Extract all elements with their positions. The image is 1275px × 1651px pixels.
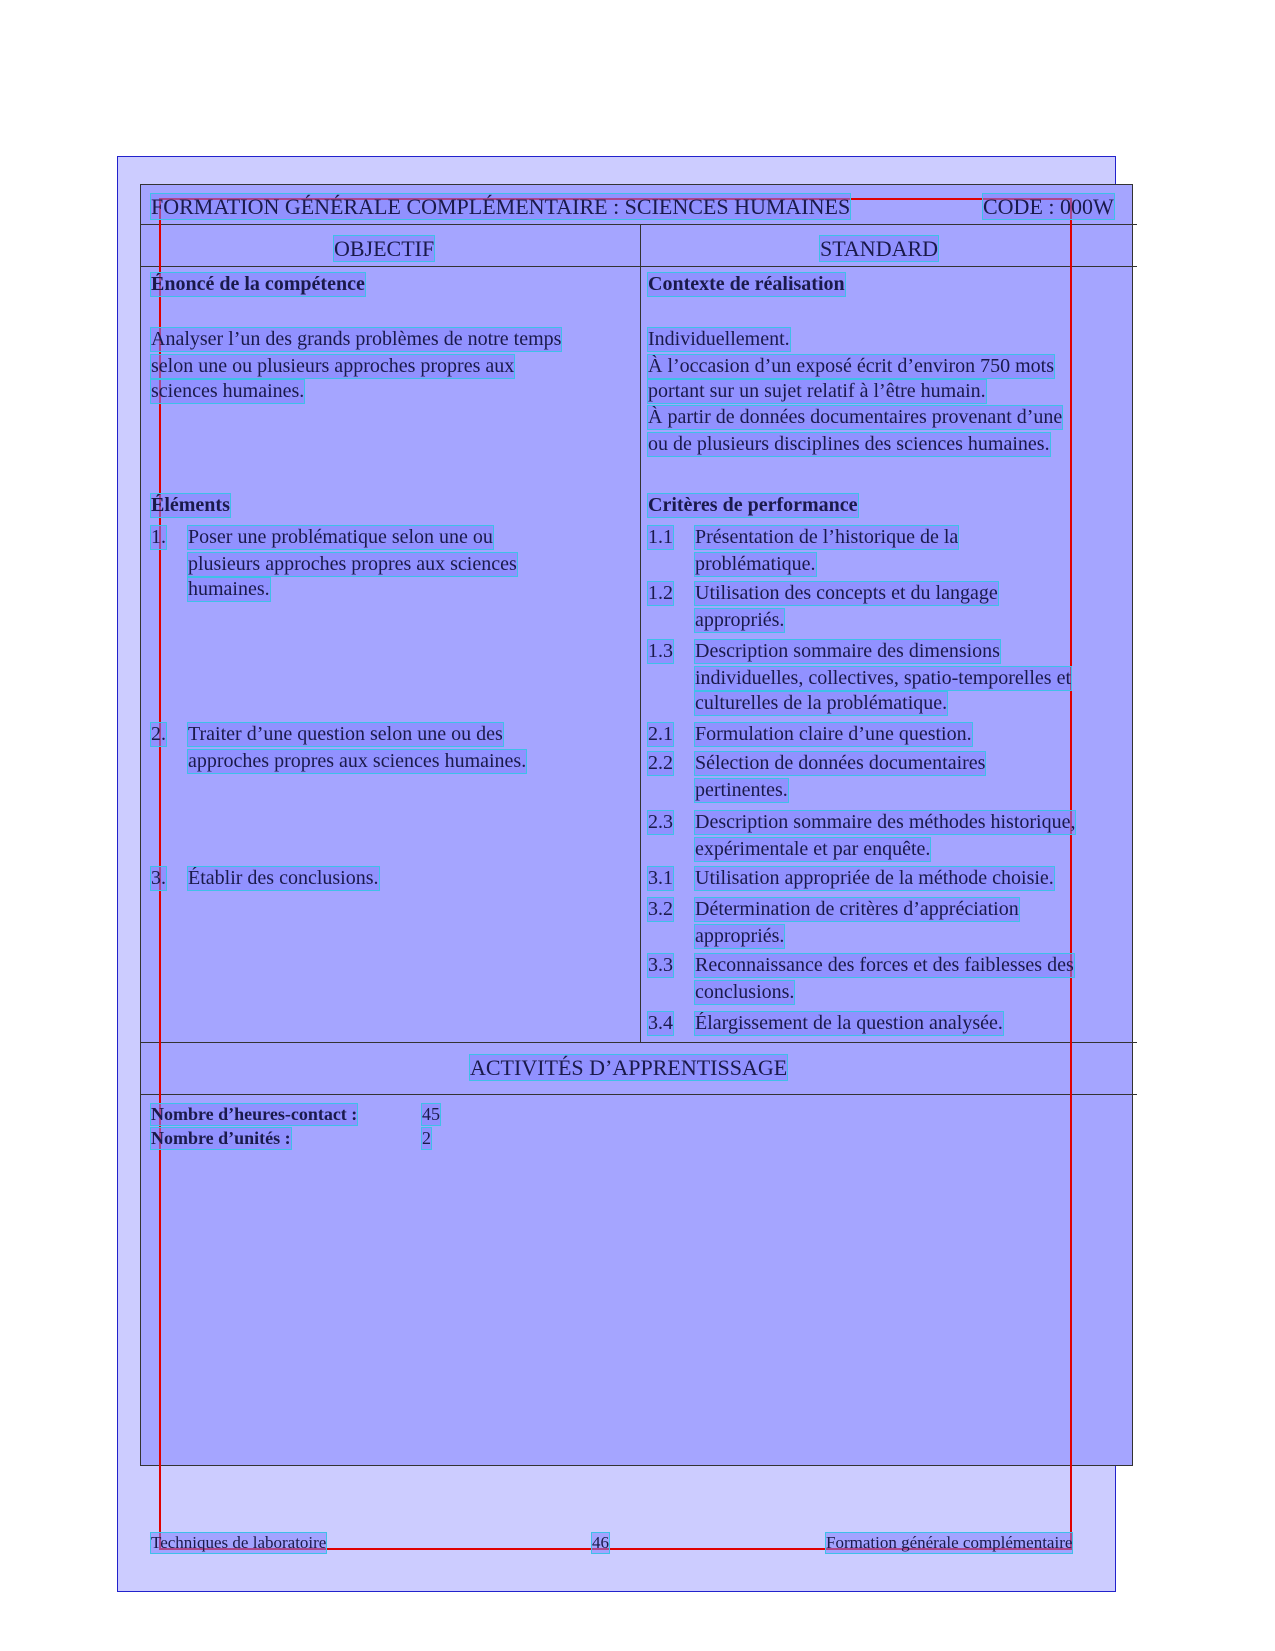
criterion-line: individuelles, collectives, spatio-temporelles et — [695, 667, 1072, 689]
criterion-line: expérimentale et par enquête. — [695, 838, 931, 860]
program-title: FORMATION GÉNÉRALE COMPLÉMENTAIRE : SCIENCES HUMAINES — [151, 194, 851, 219]
competence-line: sciences humaines. — [151, 380, 305, 402]
criterion-line: appropriés. — [695, 609, 785, 631]
criterion-line: Description sommaire des méthodes historique, — [695, 811, 1076, 833]
criterion-number: 2.3 — [648, 811, 673, 833]
element-line: humaines. — [188, 578, 270, 600]
page-number: 46 — [592, 1533, 609, 1552]
context-line: portant sur un sujet relatif à l’être humain. — [648, 380, 986, 402]
criterion-line: Description sommaire des dimensions — [695, 640, 1000, 662]
element-line: plusieurs approches propres aux sciences — [188, 553, 517, 575]
hours-value: 45 — [422, 1104, 440, 1124]
criteria-heading: Critères de performance — [648, 494, 858, 516]
criterion-number: 3.2 — [648, 898, 673, 920]
criterion-line: Formulation claire d’une question. — [695, 723, 972, 745]
criterion-number: 2.2 — [648, 752, 673, 774]
criterion-line: Sélection de données documentaires — [695, 752, 986, 774]
criterion-number: 1.1 — [648, 526, 673, 548]
competence-line: selon une ou plusieurs approches propres aux — [151, 355, 515, 377]
elements-heading: Éléments — [151, 494, 230, 516]
footer-program: Techniques de laboratoire — [151, 1533, 327, 1552]
context-heading: Contexte de réalisation — [648, 273, 845, 295]
criterion-number: 1.3 — [648, 640, 673, 662]
units-label: Nombre d’unités : — [151, 1128, 291, 1148]
activities-heading: ACTIVITÉS D’APPRENTISSAGE — [470, 1055, 788, 1080]
criterion-line: problématique. — [695, 553, 816, 575]
units-value: 2 — [422, 1128, 431, 1148]
criterion-line: Utilisation appropriée de la méthode choisie. — [695, 867, 1054, 889]
competence-line: Analyser l’un des grands problèmes de notre temps — [151, 328, 562, 350]
element-number: 2. — [151, 723, 166, 745]
criterion-line: Reconnaissance des forces et des faiblesses des — [695, 954, 1074, 976]
criterion-number: 3.1 — [648, 867, 673, 889]
criterion-line: Utilisation des concepts et du langage — [695, 582, 998, 604]
element-line: approches propres aux sciences humaines. — [188, 750, 527, 772]
criterion-number: 3.3 — [648, 954, 673, 976]
competence-heading: Énoncé de la compétence — [151, 273, 365, 295]
criterion-line: Élargissement de la question analysée. — [695, 1012, 1003, 1034]
context-line: À l’occasion d’un exposé écrit d’environ 750 mots — [648, 355, 1055, 377]
element-line: Poser une problématique selon une ou — [188, 526, 493, 548]
element-line: Établir des conclusions. — [188, 867, 379, 889]
context-line: ou de plusieurs disciplines des sciences humaines. — [648, 433, 1050, 455]
hours-label: Nombre d’heures-contact : — [151, 1104, 358, 1124]
context-line: Individuellement. — [648, 328, 790, 350]
element-number: 1. — [151, 526, 166, 548]
criterion-line: pertinentes. — [695, 779, 788, 801]
standard-column-header: STANDARD — [820, 236, 939, 261]
objective-column-header: OBJECTIF — [334, 236, 435, 261]
course-code: CODE : 000W — [983, 194, 1114, 219]
criterion-number: 3.4 — [648, 1012, 673, 1034]
criterion-number: 2.1 — [648, 723, 673, 745]
context-line: À partir de données documentaires provenant d’une — [648, 406, 1063, 428]
criterion-line: Détermination de critères d’appréciation — [695, 898, 1019, 920]
criterion-line: conclusions. — [695, 981, 795, 1003]
criterion-number: 1.2 — [648, 582, 673, 604]
criterion-line: culturelles de la problématique. — [695, 692, 948, 714]
element-line: Traiter d’une question selon une ou des — [188, 723, 503, 745]
criterion-line: appropriés. — [695, 925, 785, 947]
criterion-line: Présentation de l’historique de la — [695, 526, 959, 548]
footer-section: Formation générale complémentaire — [826, 1533, 1073, 1552]
element-number: 3. — [151, 867, 166, 889]
